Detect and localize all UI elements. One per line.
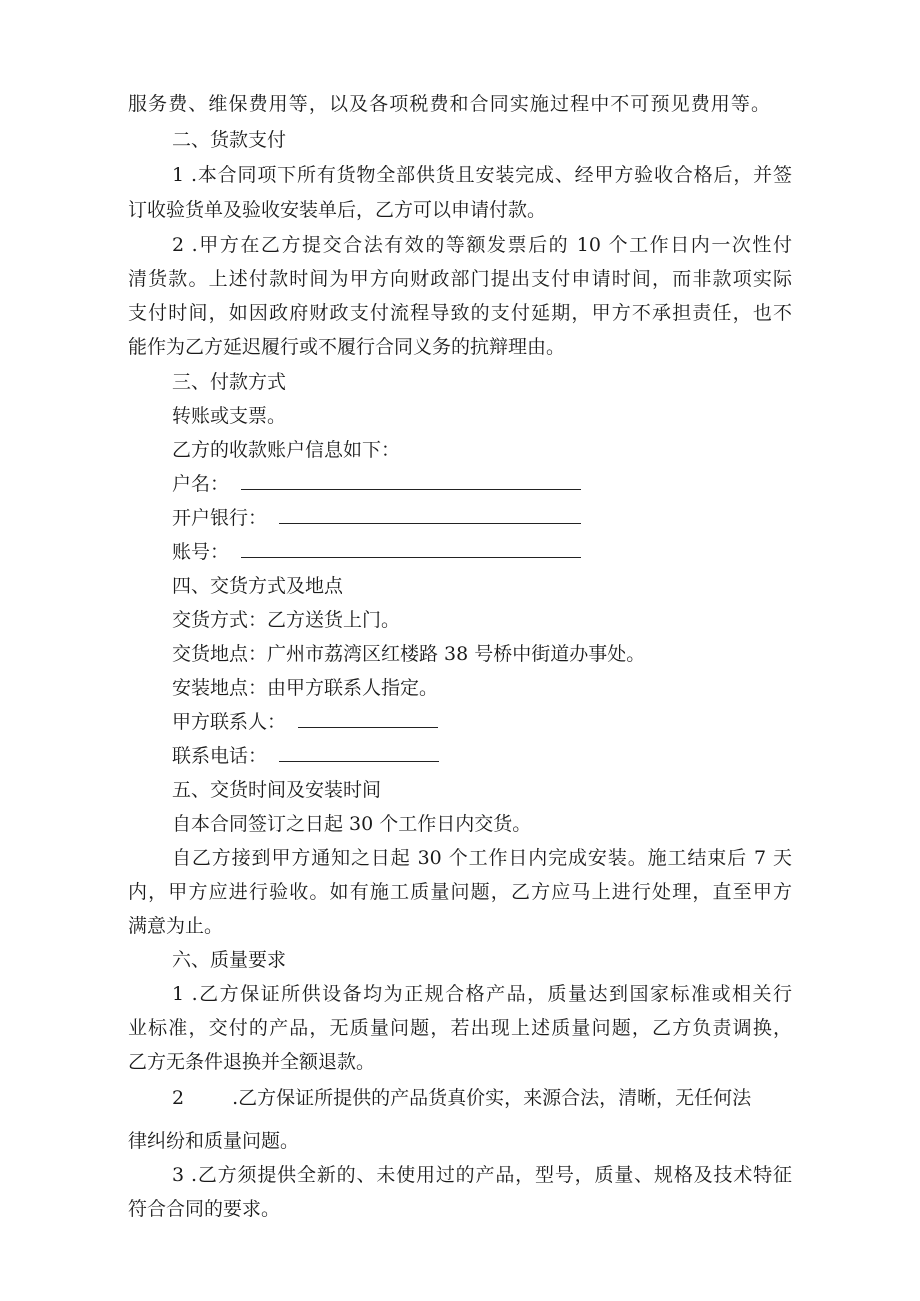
delivery-method: 交货方式：乙方送货上门。 — [172, 609, 401, 631]
quality-clause-2-line-2: 律纠纷和质量问题。 — [128, 1130, 300, 1152]
payment-clause-1-line-1: 1 .本合同项下所有货物全部供货且安装完成、经甲方验收合格后，并签 — [172, 164, 792, 186]
account-name-label: 户名： — [172, 473, 230, 495]
contact-label: 甲方联系人： — [172, 711, 287, 733]
install-time-line-1: 自乙方接到甲方通知之日起 30 个工作日内完成安装。施工结束后 7 天 — [172, 847, 792, 869]
account-number-row — [172, 540, 581, 564]
bank-row — [172, 506, 581, 530]
payment-method-text: 转账或支票。 — [172, 405, 287, 427]
bank-blank — [279, 507, 581, 524]
payment-clause-1-line-2: 订收验货单及验收安装单后，乙方可以申请付款。 — [128, 199, 547, 221]
account-number-label: 账号： — [172, 541, 230, 563]
quality-clause-3-line-1: 3 .乙方须提供全新的、未使用过的产品，型号，质量、规格及技术特征 — [172, 1164, 792, 1186]
quality-clause-1-line-2: 业标准，交付的产品，无质量问题，若出现上述质量问题，乙方负责调换， — [128, 1017, 792, 1039]
heading-delivery-time: 五、交货时间及安装时间 — [172, 779, 382, 801]
account-name-row — [172, 472, 581, 496]
quality-clause-2-text: .乙方保证所提供的产品货真价实，来源合法，清晰，无任何法 — [232, 1087, 752, 1109]
phone-label: 联系电话： — [172, 745, 268, 767]
install-time-line-2: 内，甲方应进行验收。如有施工质量问题，乙方应马上进行处理，直至甲方 — [128, 881, 792, 903]
account-info-intro: 乙方的收款账户信息如下： — [172, 439, 401, 461]
install-place: 安装地点：由甲方联系人指定。 — [172, 677, 439, 699]
heading-delivery: 四、交货方式及地点 — [172, 575, 344, 597]
payment-clause-2-line-2: 清货款。上述付款时间为甲方向财政部门提出支付申请时间，而非款项实际 — [128, 268, 792, 290]
quality-clause-1-line-3: 乙方无条件退换并全额退款。 — [128, 1051, 376, 1073]
quality-clause-1-line-1: 1 .乙方保证所供设备均为正规合格产品，质量达到国家标准或相关行 — [172, 983, 792, 1005]
quality-clause-2-line-1 — [172, 1086, 751, 1110]
quality-clause-3-line-2: 符合合同的要求。 — [128, 1198, 281, 1220]
payment-clause-2-line-3: 支付时间，如因政府财政支付流程导致的支付延期，甲方不承担责任，也不 — [128, 302, 792, 324]
payment-clause-2-line-1: 2 .甲方在乙方提交合法有效的等额发票后的 10 个工作日内一次性付 — [172, 234, 792, 256]
heading-payment-method: 三、付款方式 — [172, 371, 287, 393]
phone-row — [172, 744, 439, 768]
delivery-time-text: 自本合同签订之日起 30 个工作日内交货。 — [172, 813, 532, 835]
paragraph-fees: 服务费、维保费用等，以及各项税费和合同实施过程中不可预见费用等。 — [128, 93, 770, 115]
payment-clause-2-line-4: 能作为乙方延迟履行或不履行合同义务的抗辩理由。 — [128, 336, 566, 358]
account-number-blank — [241, 541, 581, 558]
delivery-place: 交货地点：广州市荔湾区红楼路 38 号桥中街道办事处。 — [172, 643, 646, 665]
heading-payment: 二、货款支付 — [172, 129, 287, 151]
quality-clause-2-number: 2 — [172, 1087, 185, 1109]
contact-row — [172, 710, 438, 734]
heading-quality: 六、质量要求 — [172, 949, 287, 971]
contact-blank — [298, 711, 438, 728]
bank-label: 开户银行： — [172, 507, 268, 529]
install-time-line-3: 满意为止。 — [128, 915, 224, 937]
account-name-blank — [241, 473, 581, 490]
phone-blank — [279, 745, 439, 762]
